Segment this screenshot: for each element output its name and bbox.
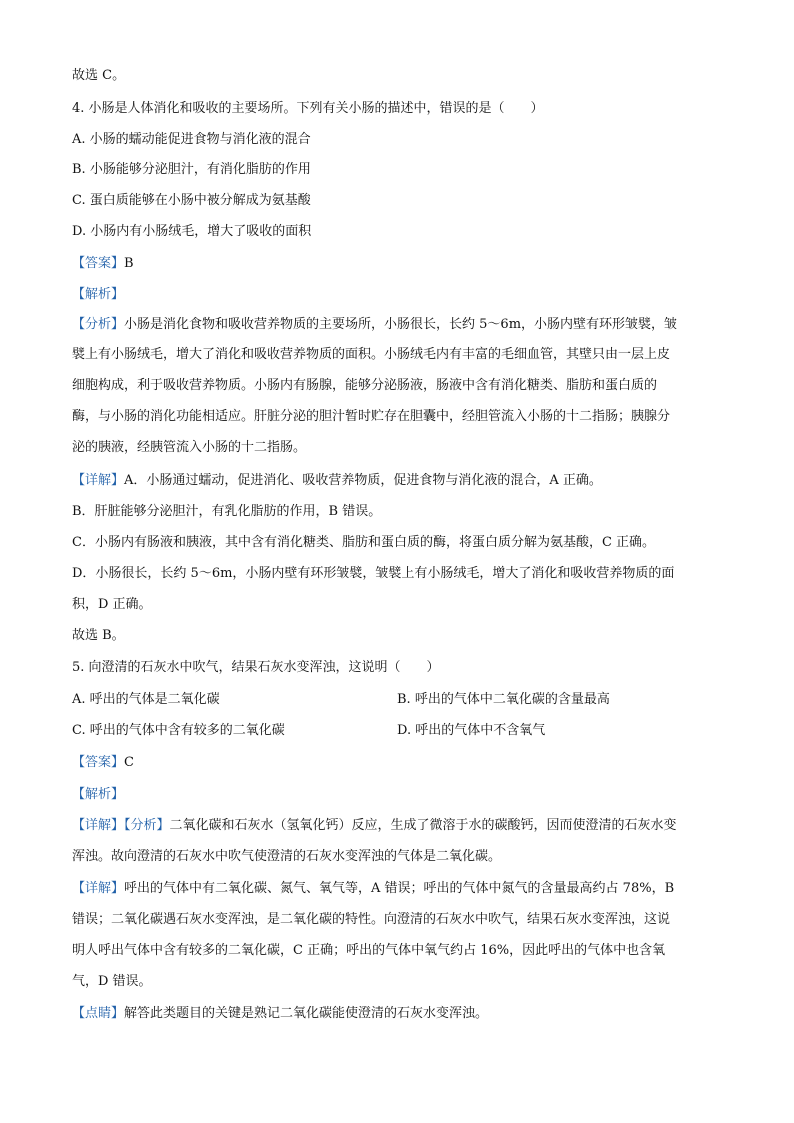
q5-answer bbox=[72, 753, 732, 773]
dianjing-text: 解答此类题目的关键是熟记二氧化碳能使澄清的石灰水变浑浊。 bbox=[124, 1006, 489, 1021]
q5-option-c: C. 呼出的气体中含有较多的二氧化碳 bbox=[72, 723, 285, 738]
q5-analysis-tag bbox=[72, 785, 732, 805]
q4-analysis-tag bbox=[72, 285, 732, 305]
q3-conclusion: 故选 C。 bbox=[72, 68, 126, 83]
q5-xiangjie-line-4: 气，D 错误。 bbox=[72, 974, 152, 989]
q4-stem: 4. 小肠是人体消化和吸收的主要场所。下列有关小肠的描述中，错误的是（ ） bbox=[72, 101, 544, 116]
dianjing-tag: 【点睛】 bbox=[72, 1006, 125, 1021]
xiangjie-tag: 【详解】 bbox=[72, 473, 125, 488]
q4-fenxi-line-4: 酶，与小肠的消化功能相适应。肝脏分泌的胆汁暂时贮存在胆囊中，经胆管流入小肠的十二指肠；胰腺分 bbox=[72, 409, 671, 424]
fenxi-text: 二氧化碳和石灰水（氢氧化钙）反应，生成了微溶于水的碳酸钙，因而使澄清的石灰水变 bbox=[169, 818, 677, 833]
q5-dianjing bbox=[72, 1004, 732, 1024]
xiangjie-text: A．小肠通过蠕动，促进消化、吸收营养物质，促进食物与消化液的混合，A 正确。 bbox=[124, 473, 602, 488]
q4-conclusion: 故选 B。 bbox=[72, 628, 125, 643]
q4-answer bbox=[72, 254, 732, 274]
q5-option-a: A. 呼出的气体是二氧化碳 bbox=[72, 692, 220, 707]
answer-value: B bbox=[124, 256, 134, 271]
q4-fenxi-line-5: 泌的胰液，经胰管流入小肠的十二指肠。 bbox=[72, 440, 307, 455]
q4-xiangjie-line-3: C．小肠内有肠液和胰液，其中含有消化糖类、脂肪和蛋白质的酶，将蛋白质分解为氨基酸，C 正确。 bbox=[72, 535, 656, 550]
q5-options-row-2 bbox=[72, 721, 732, 741]
q5-option-b: B. 呼出的气体中二氧化碳的含量最高 bbox=[397, 692, 610, 707]
q4-fenxi-line-1 bbox=[72, 315, 732, 335]
q4-fenxi-line-3: 细胞构成，利于吸收营养物质。小肠内有肠腺，能够分泌肠液，肠液中含有消化糖类、脂肪和蛋白质的 bbox=[72, 378, 658, 393]
q4-fenxi-line-2: 襞上有小肠绒毛，增大了消化和吸收营养物质的面积。小肠绒毛内有丰富的毛细血管，其壁只由一层上皮 bbox=[72, 347, 671, 362]
q5-xiangjie-line-3: 明人呼出气体中含有较多的二氧化碳，C 正确；呼出的气体中氧气约占 16%，因此呼出的气体中也含氧 bbox=[72, 943, 666, 958]
q5-xiangjie-line-1 bbox=[72, 879, 732, 899]
fenxi-text: 小肠是消化食物和吸收营养物质的主要场所，小肠很长，长约 5～6m，小肠内壁有环形皱襞，皱 bbox=[124, 317, 678, 332]
q4-option-d: D. 小肠内有小肠绒毛，增大了吸收的面积 bbox=[72, 224, 312, 239]
q4-option-b: B. 小肠能够分泌胆汁，有消化脂肪的作用 bbox=[72, 162, 311, 177]
q4-xiangjie-line-2: B．肝脏能够分泌胆汁，有乳化脂肪的作用，B 错误。 bbox=[72, 504, 382, 519]
answer-tag: 【答案】 bbox=[72, 256, 125, 271]
q5-xiangjie-line-2: 错误；二氧化碳遇石灰水变浑浊，是二氧化碳的特性。向澄清的石灰水中吹气，结果石灰水变浑浊，这说 bbox=[72, 912, 671, 927]
q4-option-a: A. 小肠的蠕动能促进食物与消化液的混合 bbox=[72, 132, 311, 147]
answer-tag: 【答案】 bbox=[72, 755, 125, 770]
fenxi-tag: 【详解】【分析】 bbox=[72, 818, 170, 833]
q5-stem: 5. 向澄清的石灰水中吹气，结果石灰水变浑浊，这说明（ ） bbox=[72, 660, 440, 675]
q4-xiangjie-line-4: D．小肠很长，长约 5～6m，小肠内壁有环形皱襞，皱襞上有小肠绒毛，增大了消化和吸收营养物质的面 bbox=[72, 566, 675, 581]
q5-option-d: D. 呼出的气体中不含氧气 bbox=[397, 723, 546, 738]
analysis-tag: 【解析】 bbox=[72, 787, 125, 802]
q4-option-c: C. 蛋白质能够在小肠中被分解成为氨基酸 bbox=[72, 193, 311, 208]
xiangjie-tag: 【详解】 bbox=[72, 881, 125, 896]
q4-xiangjie-line-1 bbox=[72, 471, 732, 491]
answer-value: C bbox=[124, 755, 134, 770]
fenxi-tag: 【分析】 bbox=[72, 317, 125, 332]
q4-xiangjie-line-5: 积，D 正确。 bbox=[72, 597, 152, 612]
q5-options-row-1 bbox=[72, 690, 732, 710]
q5-fenxi-line-1 bbox=[72, 816, 732, 836]
analysis-tag: 【解析】 bbox=[72, 287, 125, 302]
xiangjie-text: 呼出的气体中有二氧化碳、氮气、氧气等，A 错误；呼出的气体中氮气的含量最高约占 78%，B bbox=[124, 881, 675, 896]
q5-fenxi-line-2: 浑浊。故向澄清的石灰水中吹气使澄清的石灰水变浑浊的气体是二氧化碳。 bbox=[72, 849, 502, 864]
